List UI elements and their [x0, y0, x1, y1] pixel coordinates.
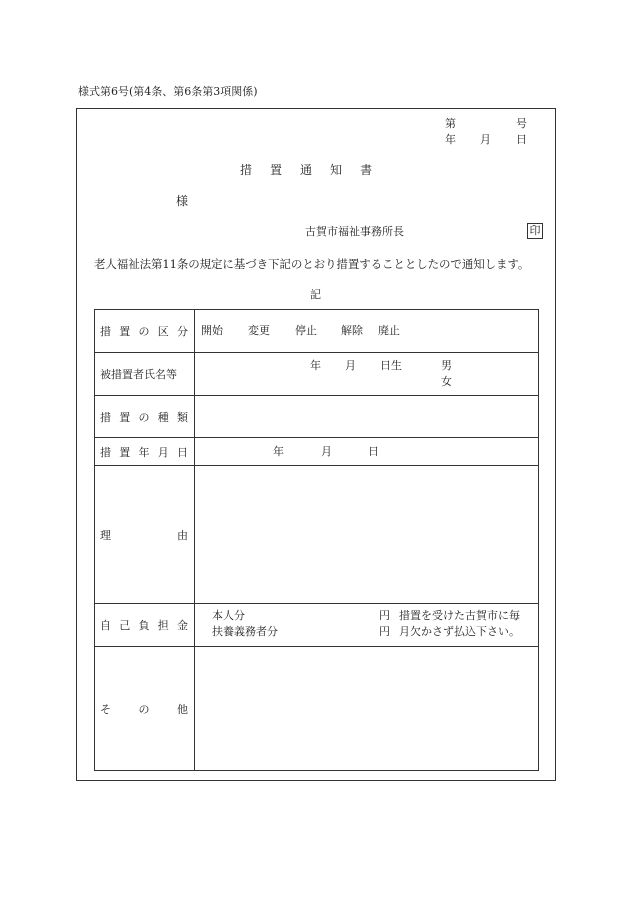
label-char: そ — [100, 702, 111, 716]
reason-label — [95, 466, 195, 604]
issue-date-day: 日 — [516, 133, 527, 146]
label-char: 金 — [177, 619, 188, 632]
other-label — [95, 647, 195, 771]
birth-year: 年 — [310, 359, 321, 372]
burden-cell[interactable] — [195, 604, 539, 647]
label-char: 置 — [119, 445, 131, 459]
label-char: の — [138, 325, 150, 338]
label-char: 分 — [177, 325, 188, 338]
label-char: 由 — [177, 528, 188, 542]
table-row — [95, 466, 539, 604]
other-cell[interactable] — [195, 647, 539, 771]
label-char: 他 — [177, 702, 188, 716]
birth-month: 月 — [345, 359, 356, 372]
label-char: の — [138, 410, 150, 424]
issuer-name: 古賀市福祉事務所長 — [305, 225, 404, 238]
table-row — [95, 396, 539, 438]
label-char: 類 — [177, 410, 188, 424]
category-label — [95, 310, 195, 353]
document-number-prefix: 第 — [445, 117, 456, 130]
option-abolish[interactable]: 廃止 — [378, 324, 400, 337]
type-cell[interactable] — [195, 396, 539, 438]
label-char: 置 — [119, 410, 131, 424]
measure-year: 年 — [273, 445, 284, 458]
burden-self: 本人分 — [212, 609, 245, 622]
type-label — [95, 396, 195, 438]
sex-male[interactable]: 男 — [441, 359, 452, 372]
title-char: 措 — [240, 163, 253, 177]
yen-obligor: 円 — [379, 625, 390, 638]
issue-date-month: 月 — [480, 133, 491, 146]
label-char: 種 — [157, 410, 169, 424]
option-start[interactable]: 開始 — [201, 324, 223, 337]
name-label — [95, 353, 195, 396]
option-cancel[interactable]: 解除 — [341, 324, 363, 337]
option-change[interactable]: 変更 — [248, 324, 270, 337]
measure-month: 月 — [321, 445, 332, 458]
form-reference: 様式第6号(第4条、第6条第3項関係) — [78, 85, 258, 98]
ki-heading: 記 — [310, 288, 321, 301]
label-char: 日 — [177, 445, 188, 459]
burden-obligor: 扶養義務者分 — [212, 625, 278, 638]
label-char: 担 — [157, 619, 169, 632]
table-row — [95, 310, 539, 353]
title-char: 知 — [330, 163, 343, 177]
document-number-suffix: 号 — [516, 117, 527, 130]
table-row — [95, 604, 539, 647]
option-suspend[interactable]: 停止 — [295, 324, 317, 337]
reason-cell[interactable] — [195, 466, 539, 604]
table-row — [95, 438, 539, 466]
name-cell[interactable] — [195, 353, 539, 396]
table-row — [95, 353, 539, 396]
label-char: 区 — [157, 325, 169, 338]
table-row — [95, 647, 539, 771]
label-char: 自 — [100, 619, 111, 632]
date-label — [95, 438, 195, 466]
issue-date-year: 年 — [445, 133, 456, 146]
title-char: 置 — [270, 163, 283, 177]
measure-day: 日 — [368, 445, 379, 458]
label-char: 年 — [138, 445, 150, 459]
birth-day: 日生 — [380, 359, 402, 372]
sex-female[interactable]: 女 — [441, 375, 452, 388]
label-char: 月 — [157, 445, 169, 459]
label-char: 措 — [100, 445, 111, 459]
notice-text: 老人福祉法第11条の規定に基づき下記のとおり措置することとしたので通知します。 — [94, 257, 530, 271]
label-char: 措 — [100, 410, 111, 424]
title-char: 書 — [360, 163, 373, 177]
document-title — [240, 163, 390, 177]
category-options-cell — [195, 310, 539, 353]
payment-note-1: 措置を受けた古賀市に毎 — [399, 609, 520, 622]
label-char: 置 — [119, 325, 131, 338]
seal-mark: 印 — [527, 223, 543, 239]
label-char: 負 — [138, 619, 150, 632]
yen-self: 円 — [379, 609, 390, 622]
addressee-suffix: 様 — [176, 194, 189, 208]
label-char: 措 — [100, 325, 111, 338]
payment-note-2: 月欠かさず払込下さい。 — [399, 625, 520, 638]
title-char: 通 — [300, 163, 313, 177]
label-text: 被措置者氏名等 — [100, 368, 177, 381]
label-char: 理 — [100, 528, 111, 542]
label-char: の — [138, 702, 150, 716]
measure-table — [94, 309, 539, 771]
label-char: 己 — [119, 619, 131, 632]
burden-label — [95, 604, 195, 647]
date-cell[interactable] — [195, 438, 539, 466]
